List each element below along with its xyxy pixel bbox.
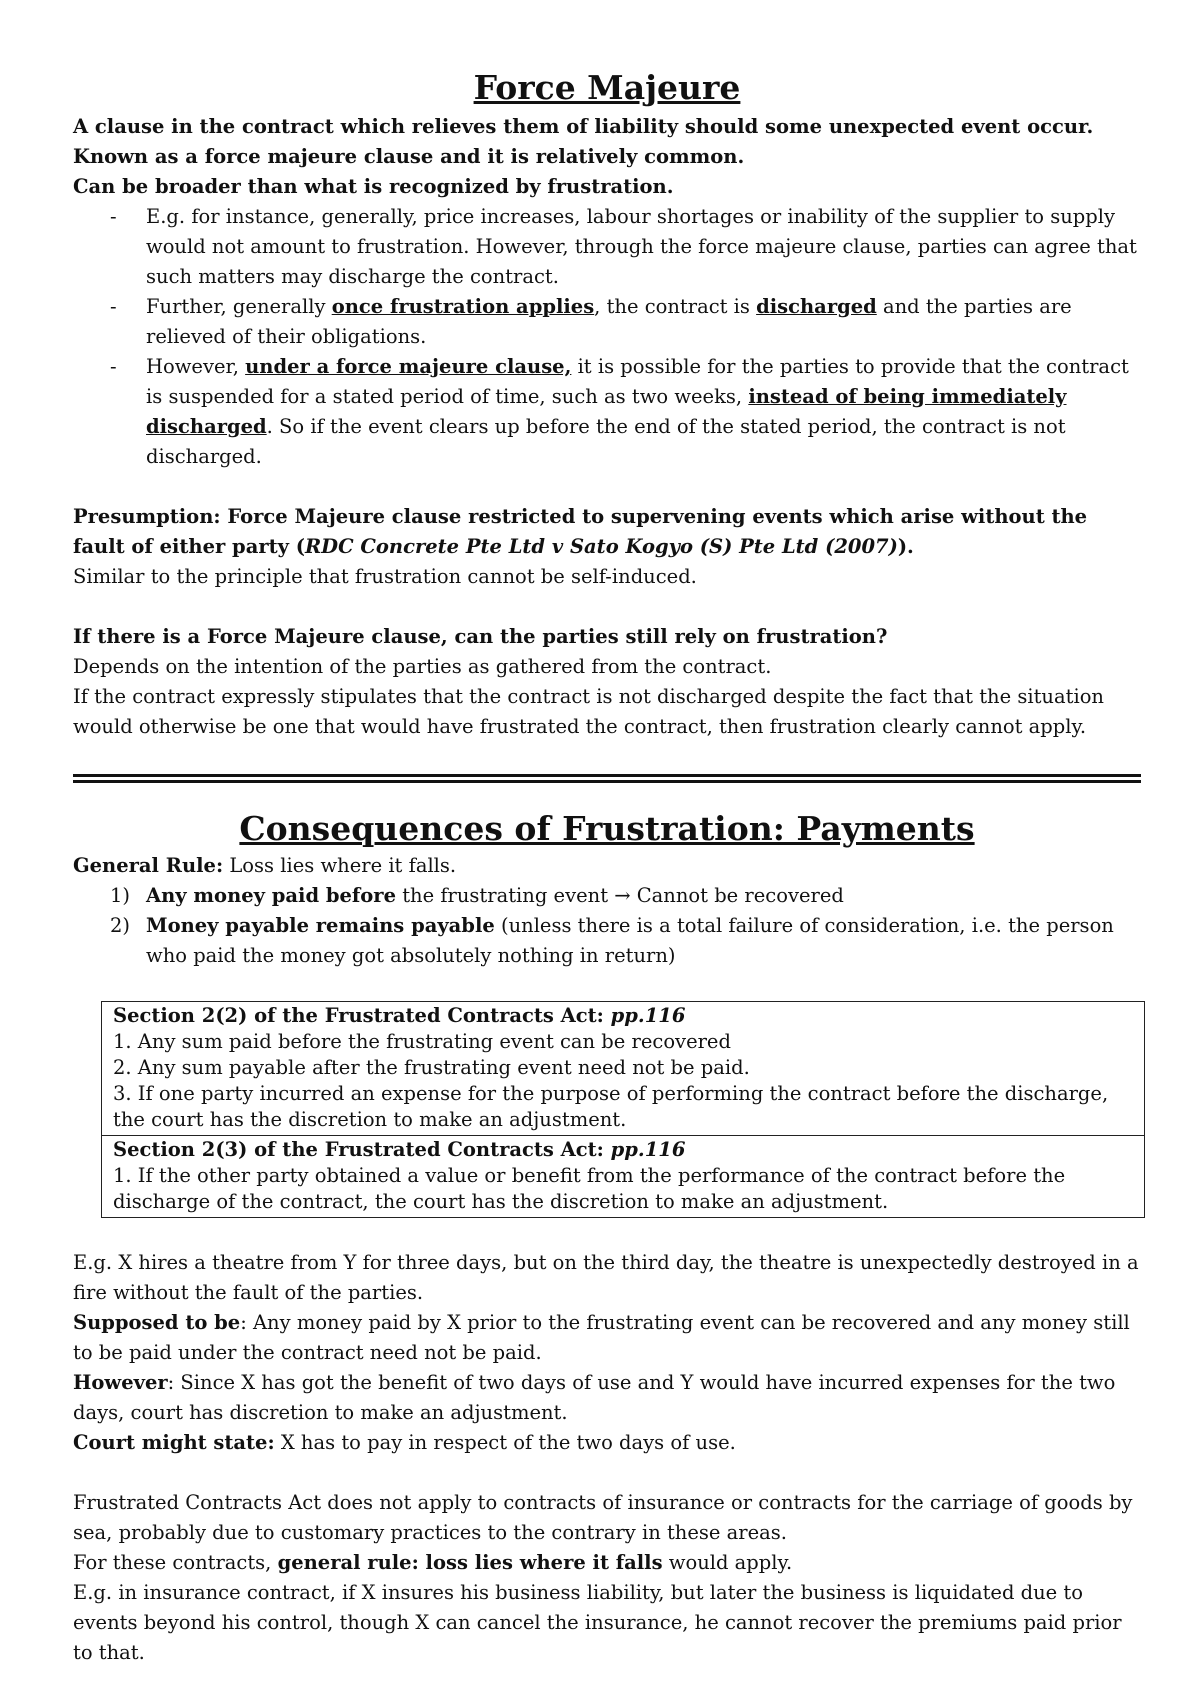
statute-line: 1. Any sum paid before the frustrating event can be recovered xyxy=(113,1030,731,1053)
closing-p2-c: would apply. xyxy=(662,1551,793,1574)
bullet2-text-c: , the contract is xyxy=(594,295,757,318)
bullet3-text-c: it is possible for the parties to provide that the contract is suspended for a stated period of time, such as two weeks, xyxy=(146,355,1129,408)
list-item-text: the frustrating event → Cannot be recovered xyxy=(396,884,844,907)
list-item xyxy=(73,911,1141,971)
general-rule-text: Loss lies where it falls. xyxy=(223,854,457,877)
closing-block xyxy=(73,1488,1141,1668)
list-item xyxy=(73,881,1141,911)
example-label: Supposed to be xyxy=(73,1311,241,1334)
bullet3-emphasis-not-discharged: instead of being immediately discharged xyxy=(146,385,1067,438)
closing-p2-bold: general rule: loss lies where it falls xyxy=(277,1551,663,1574)
section-2-3-cell xyxy=(102,1136,1145,1218)
example-text: : Since X has got the benefit of two days of use and Y would have incurred expenses for the two days, court has discretion to make an adjustment. xyxy=(73,1371,1116,1424)
closing-p1: Frustrated Contracts Act does not apply to contracts of insurance or contracts for the carriage of goods by sea, probably due to customary practices to the contrary in these areas. xyxy=(73,1491,1133,1544)
example-court xyxy=(73,1428,1141,1458)
example-label: However xyxy=(73,1371,168,1394)
bullet-example xyxy=(73,202,1141,292)
statute-line: 2. Any sum payable after the frustrating event need not be paid. xyxy=(113,1056,750,1079)
closing-p2 xyxy=(73,1548,1141,1578)
example-text: X has to pay in respect of the two days of use. xyxy=(274,1431,736,1454)
example-intro: E.g. X hires a theatre from Y for three days, but on the third day, the theatre is unexpectedly destroyed in a fire without the fault of the parties. xyxy=(73,1251,1139,1304)
list-number: 2) xyxy=(110,914,131,937)
statute-page-ref: pp.116 xyxy=(610,1138,686,1161)
statute-line: 1. If the other party obtained a value or benefit from the performance of the contract before the discharge of the contract, the court has the discretion to make an adjustment. xyxy=(113,1164,1066,1213)
example-text: : Any money paid by X prior to the frustrating event can be recovered and any money still to be paid under the contract need not be paid. xyxy=(73,1311,1130,1364)
general-rule-label: General Rule: xyxy=(73,854,224,877)
example-label: Court might state: xyxy=(73,1431,275,1454)
bullet2-text-a: Further, generally xyxy=(146,295,332,318)
list-item-bold: Money payable remains payable xyxy=(146,914,495,937)
bullet3-text-e: . So if the event clears up before the end of the stated period, the contract is not discharged. xyxy=(146,415,1066,468)
section-2-3-heading xyxy=(113,1137,1133,1163)
section-title-consequences: Consequences of Frustration: Payments xyxy=(239,809,975,848)
presumption-close: ). xyxy=(897,535,914,558)
list-item-text: (unless there is a total failure of consideration, i.e. the person who paid the money got absolutely nothing in return) xyxy=(146,914,1114,967)
section-divider xyxy=(73,774,1141,783)
bullet2-text-e: and the parties are relieved of their obligations. xyxy=(146,295,1072,348)
question-answer-2: If the contract expressly stipulates that the contract is not discharged despite the fact that the situation would otherwise be one that would have frustrated the contract, then frustration clearly cannot apply. xyxy=(73,685,1104,738)
statute-page-ref: pp.116 xyxy=(610,1004,686,1027)
general-rule-block xyxy=(73,851,1141,971)
presumption-block xyxy=(73,502,1141,592)
statute-line: 3. If one party incurred an expense for the purpose of performing the contract before the discharge, the court has the discretion to make an adjustment. xyxy=(113,1082,1109,1131)
closing-p3: E.g. in insurance contract, if X insures his business liability, but later the business is liquidated due to events beyond his control, though X can cancel the insurance, he cannot recover the premiums paid prior to that. xyxy=(73,1581,1122,1664)
bullet3-text-a: However, xyxy=(146,355,246,378)
question-answer-1: Depends on the intention of the parties as gathered from the contract. xyxy=(73,655,772,678)
case-citation: RDC Concrete Pte Ltd v Sato Kogyo (S) Pte Ltd (2007) xyxy=(304,535,898,558)
section-title-force-majeure: Force Majeure xyxy=(473,68,741,107)
list-number: 1) xyxy=(110,884,131,907)
general-rule xyxy=(73,851,1141,881)
statute-heading-text: Section 2(3) of the Frustrated Contracts Act: xyxy=(113,1138,611,1161)
bullet3-emphasis-clause: under a force majeure clause, xyxy=(245,355,572,378)
table-row xyxy=(102,1002,1145,1136)
statute-heading-text: Section 2(2) of the Frustrated Contracts Act: xyxy=(113,1004,611,1027)
force-majeure-bullets xyxy=(73,202,1141,472)
presumption-bold-text: Presumption: Force Majeure clause restricted to supervening events which arise without the fault of either party ( xyxy=(73,505,1088,558)
table-row xyxy=(102,1136,1145,1218)
section-2-2-heading xyxy=(113,1003,1133,1029)
document-page xyxy=(73,68,1141,1668)
closing-p2-a: For these contracts, xyxy=(73,1551,278,1574)
bullet-frustration-discharge xyxy=(73,292,1141,352)
general-rule-list xyxy=(73,881,1141,971)
list-item-bold: Any money paid before xyxy=(146,884,396,907)
presumption-statement xyxy=(73,502,1141,562)
bullet-suspension xyxy=(73,352,1141,472)
example-however xyxy=(73,1368,1141,1428)
intro-line-2: Known as a force majeure clause and it is relatively common. xyxy=(73,145,745,168)
question-block xyxy=(73,622,1141,742)
theatre-example xyxy=(73,1248,1141,1458)
intro-line-1: A clause in the contract which relieves them of liability should some unexpected event occur. xyxy=(73,115,1094,138)
example-supposed xyxy=(73,1308,1141,1368)
statute-box xyxy=(101,1001,1145,1218)
force-majeure-intro xyxy=(73,112,1141,202)
section-2-2-cell xyxy=(102,1002,1145,1136)
bullet2-emphasis-discharged: discharged xyxy=(756,295,877,318)
bullet-example-text: E.g. for instance, generally, price increases, labour shortages or inability of the supplier to supply would not amount to frustration. However, through the force majeure clause, parties can agree that such matters may discharge the contract. xyxy=(146,205,1137,288)
intro-line-3: Can be broader than what is recognized by frustration. xyxy=(73,175,674,198)
question-heading: If there is a Force Majeure clause, can the parties still rely on frustration? xyxy=(73,625,888,648)
bullet2-emphasis-once-frustration: once frustration applies xyxy=(331,295,595,318)
presumption-note: Similar to the principle that frustration cannot be self-induced. xyxy=(73,565,697,588)
